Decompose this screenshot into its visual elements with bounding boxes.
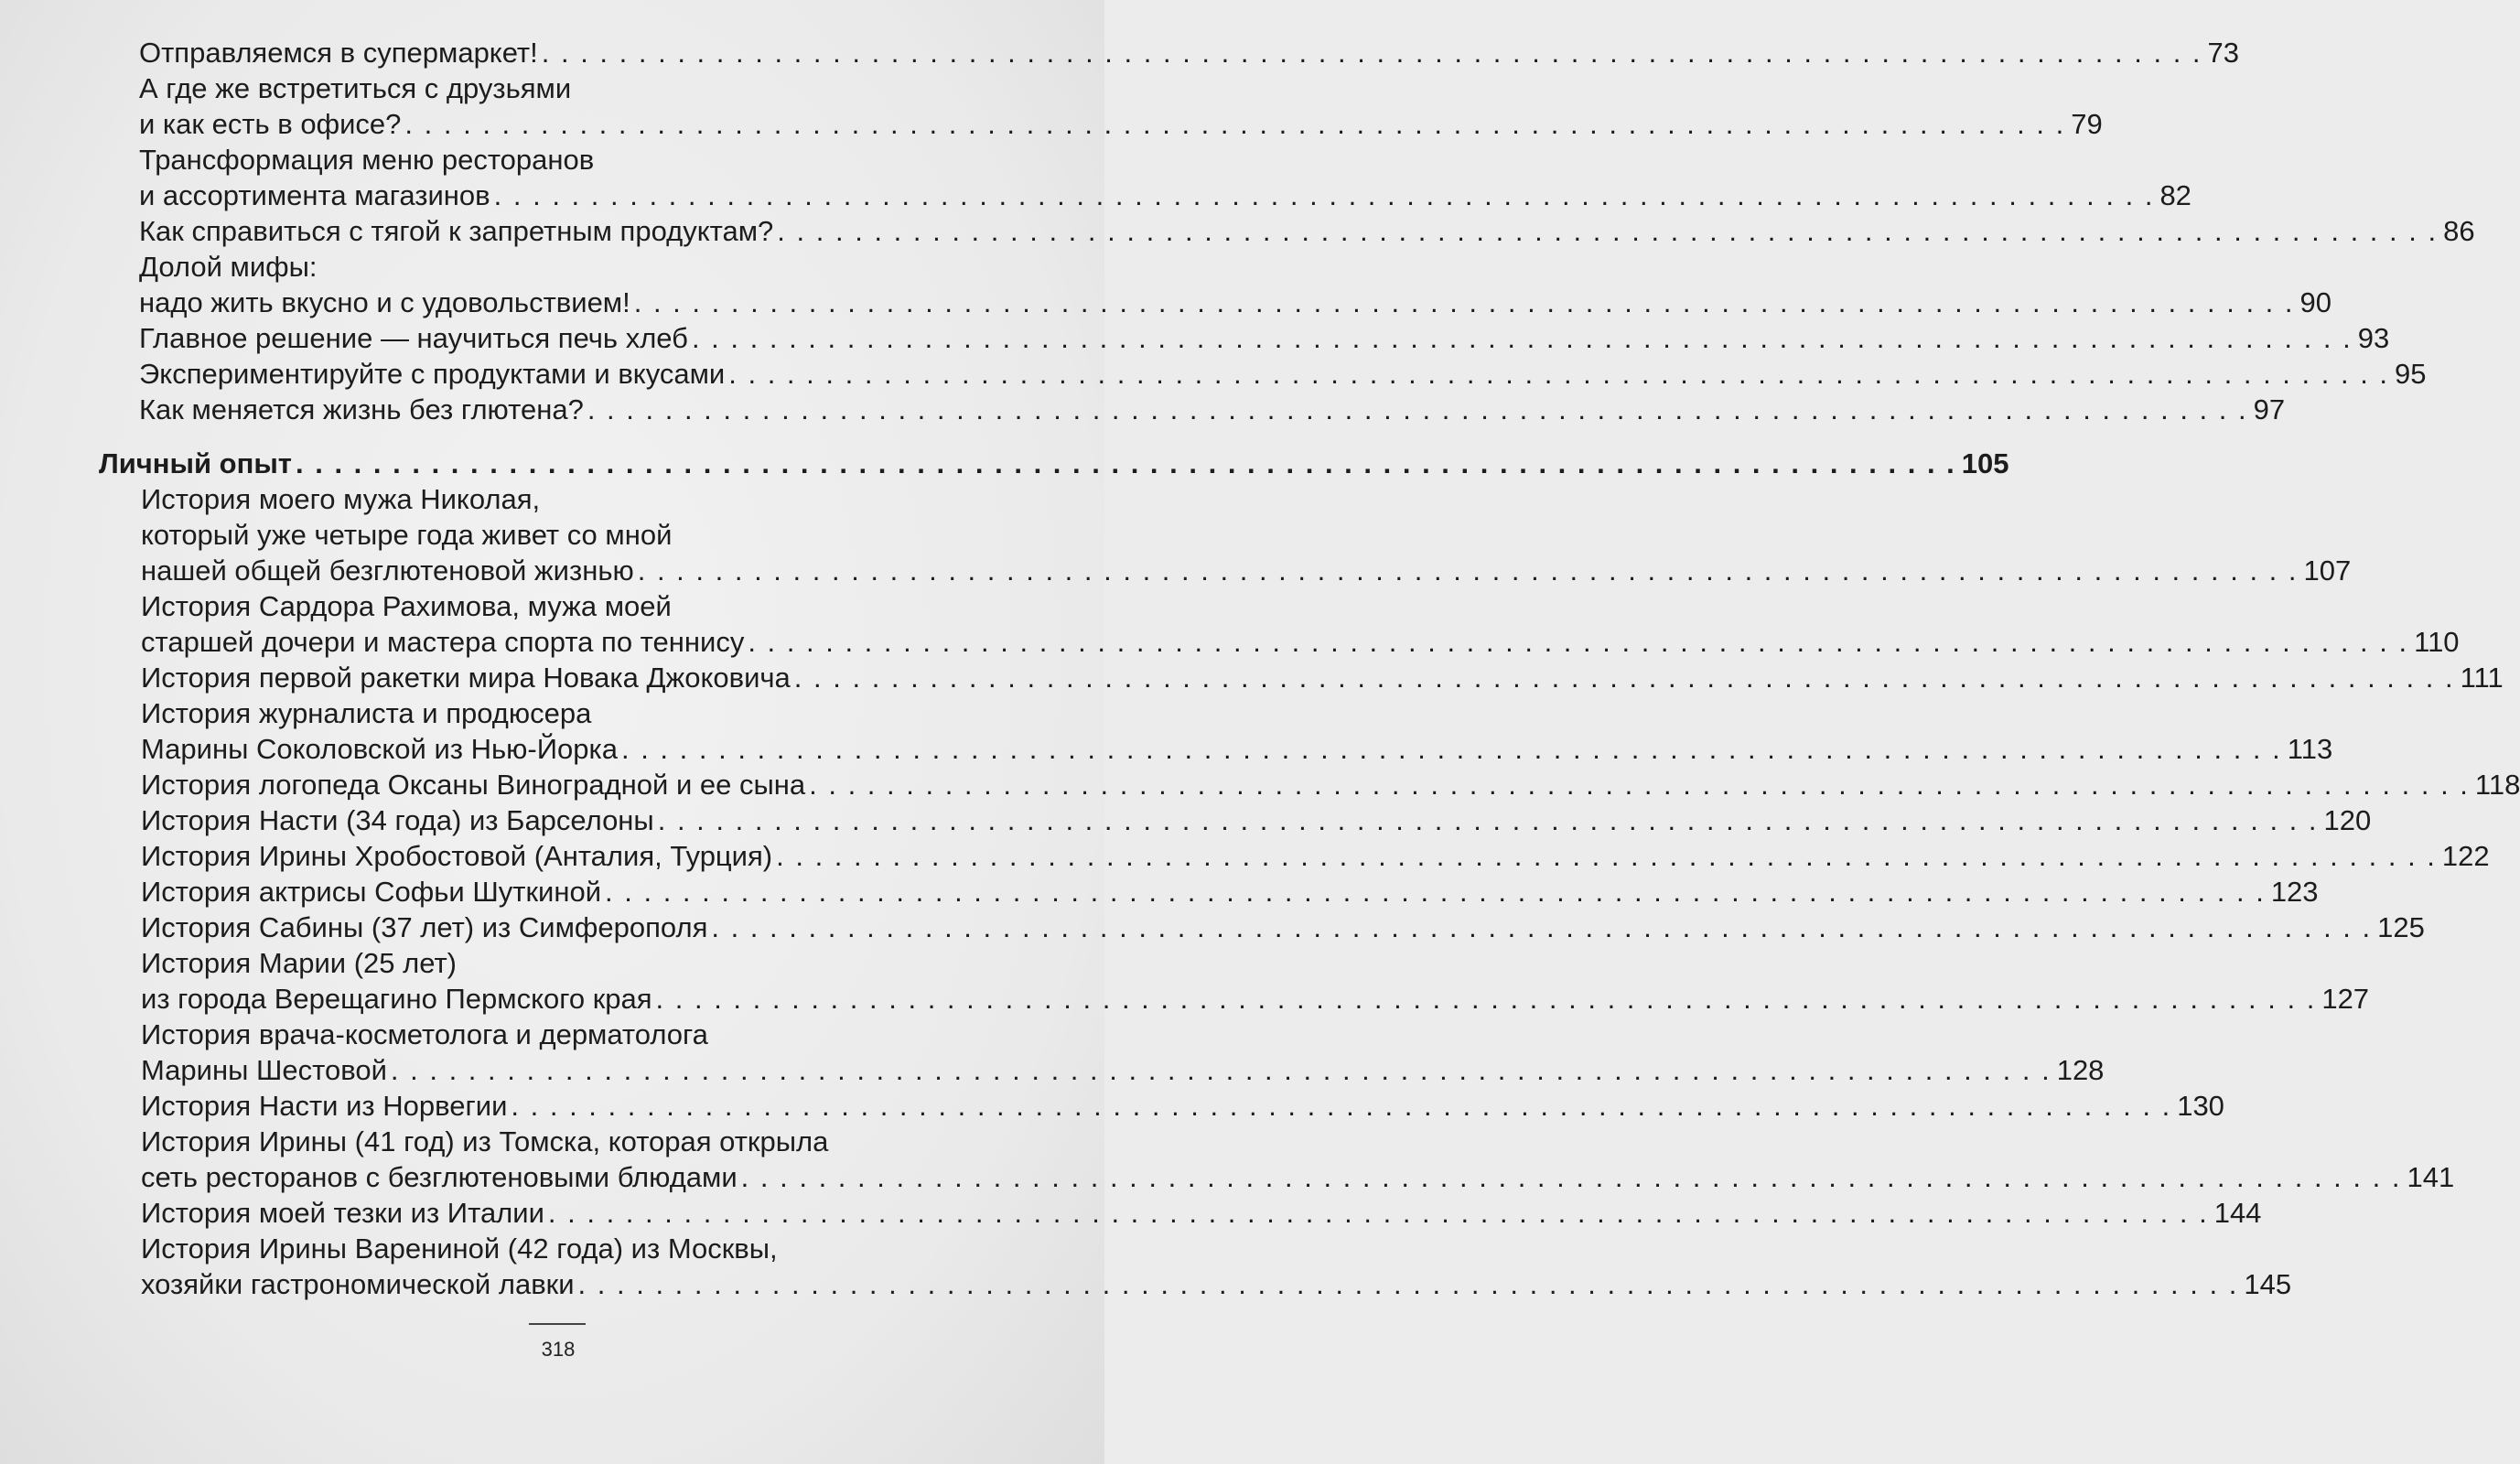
toc-entry [99,588,2460,660]
dot-leader: . . . . . . . . . . . . . . . . . . . . . . . . . . . . . . . . . . . . . . . . . . . . . . . . . . . . . . . . . . . . . . . . . . . . . . . . . . . . . . . . . . . . . . [637,554,2299,587]
toc-entry-title: История моей тезки из Италии [141,1197,544,1229]
toc-entry [99,35,2240,70]
toc-page-number: 118 [2474,769,2520,801]
toc-entry [99,213,2475,249]
toc-page-number: 141 [2407,1161,2455,1193]
toc-page-number: 122 [2441,840,2490,872]
dot-leader: . . . . . . . . . . . . . . . . . . . . . . . . . . . . . . . . . . . . . . . . . . . . . . . . . . . . . . . . . . . . . . . . . . . . . . . . . . . . . . . . . . . . . . [655,983,2317,1015]
dot-leader: . . . . . . . . . . . . . . . . . . . . . . . . . . . . . . . . . . . . . . . . . . . . . . . . . . . . . . . . . . . . . . . . . . . . . . . . . . . . . . . . . . . . . . [777,215,2439,247]
toc-entry-line [99,285,2332,320]
toc-entry-line [99,178,2192,213]
toc-entry-title: сеть ресторанов с безглютеновыми блюдами [141,1161,738,1193]
toc-section [99,446,2009,481]
toc-entry-line [99,1231,1014,1266]
toc-page-number: 105 [1961,447,2009,479]
toc-entry-line [99,1088,2224,1124]
toc-entry-line [99,106,2103,142]
toc-entry-line [99,249,1014,285]
toc-page-number: 130 [2177,1090,2224,1122]
toc-entry-title: старшей дочери и мастера спорта по теннису [141,626,745,658]
toc-page-number: 145 [2244,1268,2292,1300]
toc-entry-line [99,213,2475,249]
dot-leader: . . . . . . . . . . . . . . . . . . . . . . . . . . . . . . . . . . . . . . . . . . . . . . . . . . . . . . . . . . . . . . . . . . . . . . . . . . . . . . . . . . . . . . [620,733,2282,765]
toc-entry-title: История Ирины Варениной (42 года) из Москвы, [141,1233,778,1265]
toc-entry-line [99,660,2504,695]
toc-entry-line [99,767,2520,802]
toc-entry-title: который уже четыре года живет со мной [141,519,673,551]
toc-entry-title: А где же встретиться с друзьями [139,72,572,104]
toc-entry-line [99,945,1014,981]
toc-entry [99,392,2286,427]
toc-entry [99,1195,2262,1231]
toc-entry-title: История первой ракетки мира Новака Джоковича [141,662,791,694]
toc-entry-title: История Ирины Хробостовой (Анталия, Турция) [141,840,773,872]
dot-leader: . . . . . . . . . . . . . . . . . . . . . . . . . . . . . . . . . . . . . . . . . . . . . . . . . . . . . . . . . . . . . . . . . . . . . . . . . . . . . . . . . . . . . . [776,840,2437,872]
toc-entry-title: Главное решение — научиться печь хлеб [139,322,688,354]
toc-entry-title: Трансформация меню ресторанов [139,144,595,176]
dot-leader: . . . . . . . . . . . . . . . . . . . . . . . . . . . . . . . . . . . . . . . . . . . . . . . . . . . . . . . . . . . . . . . . . . . . . . . . . . . . . . . . . . . . . . [711,911,2373,943]
toc-entry-line [99,1159,2455,1195]
toc-entry-line [99,142,1014,178]
toc-entry-line [99,553,2352,588]
toc-entry-title: Как справиться с тягой к запретным продуктам? [139,215,774,247]
toc-entry-title: и ассортимента магазинов [139,179,490,211]
toc-entry-line [99,910,2425,945]
dot-leader: . . . . . . . . . . . . . . . . . . . . . . . . . . . . . . . . . . . . . . . . . . . . . . . . . . . . . . . . . . . . . . . . . . . . . . . . . . . . . . . . . . . . . . [541,37,2202,69]
toc-entry [99,481,2352,588]
toc-entry-line [99,481,1014,517]
toc-entry-title: История врача-косметолога и дерматолога [141,1018,708,1050]
toc-page-number: 123 [2270,876,2319,908]
dot-leader: . . . . . . . . . . . . . . . . . . . . . . . . . . . . . . . . . . . . . . . . . . . . . . . . . . . . . . . . . . . . . . . . . . . . . . . . . . . . . . . . . . . . . . [605,876,2266,908]
toc-entry-title: Долой мифы: [139,251,318,283]
toc-page-number: 82 [2159,179,2192,211]
toc-entry-title: Марины Шестовой [141,1054,387,1086]
toc-entry [99,142,2192,213]
toc-entry-line [99,517,1014,553]
toc-entry-line [99,1195,2262,1231]
toc-entry [99,1124,2455,1195]
dot-leader: . . . . . . . . . . . . . . . . . . . . . . . . . . . . . . . . . . . . . . . . . . . . . . . . . . . . . . . . . . . . . . . . . . . . . . . . . . . . . . . . . . . . . . [809,769,2470,801]
toc-entry [99,910,2425,945]
page-number: 318 [541,1338,576,1361]
toc-entry [99,249,2332,320]
toc-entry-line [99,1124,1014,1159]
toc-entry-line [99,838,2490,874]
dot-leader: . . . . . . . . . . . . . . . . . . . . . . . . . . . . . . . . . . . . . . . . . . . . . . . . . . . . . . . . . . . . . . . . . . . . . . . . . . . . . . . . . . . . . . [390,1054,2052,1086]
toc-entry-line [99,1266,2292,1302]
toc-entry-title: Марины Соколовской из Нью-Йорка [141,733,618,765]
toc-entry-title: Как меняется жизнь без глютена? [139,393,584,425]
table-of-contents [99,35,2520,1302]
toc-entry-title: История логопеда Оксаны Виноградной и ее сына [141,769,806,801]
dot-leader: . . . . . . . . . . . . . . . . . . . . . . . . . . . . . . . . . . . . . . . . . . . . . . . . . . . . . . . . . . . . . . . . . . . . . . . . . . . . . . . . . . . . . . [404,108,2066,140]
toc-entry-line [99,1017,1014,1052]
toc-entry-line [99,446,2009,481]
toc-entry-title: нашей общей безглютеновой жизнью [141,554,634,587]
toc-entry-title: История журналиста и продюсера [141,697,592,729]
toc-entry [99,660,2504,695]
toc-page-number: 127 [2321,983,2370,1015]
dot-leader: . . . . . . . . . . . . . . . . . . . . . . . . . . . . . . . . . . . . . . . . . . . . . . . . . . . . . . . . . . . . . . . . . . . . . . . . . . . . . . . . . . . . . . [511,1090,2172,1122]
toc-entry [99,70,2103,142]
dot-leader: . . . . . . . . . . . . . . . . . . . . . . . . . . . . . . . . . . . . . . . . . . . . . . . . . . . . . . . . . . . . . . . . . . . . . . . . . . . . . . . . . . . . . . [493,179,2155,211]
toc-entry-title: Экспериментируйте с продуктами и вкусами [139,358,726,390]
dot-leader: . . . . . . . . . . . . . . . . . . . . . . . . . . . . . . . . . . . . . . . . . . . . . . . . . . . . . . . . . . . . . . . . . . . . . . . . . . . . . . . . . . . . . . [657,804,2319,836]
dot-leader: . . . . . . . . . . . . . . . . . . . . . . . . . . . . . . . . . . . . . . . . . . . . . . . . . . . . . . . . . . . . . . . . . . . . . . . . . . . . . . . . . . . . . . [748,626,2409,658]
toc-entry [99,320,2390,356]
toc-entry-line [99,70,1014,106]
toc-entry-line [99,356,2427,392]
toc-page-number: 107 [2303,554,2352,587]
toc-page-number: 111 [2460,662,2504,694]
toc-entry-line [99,35,2240,70]
toc-entry-line [99,392,2286,427]
toc-entry-line [99,874,2319,910]
toc-entry-title: из города Верещагино Пермского края [141,983,652,1015]
toc-page-number: 90 [2299,286,2332,318]
toc-page-number: 97 [2253,393,2286,425]
toc-page-number: 128 [2056,1054,2105,1086]
toc-entry-title: Отправляемся в супермаркет! [139,37,538,69]
dot-leader: . . . . . . . . . . . . . . . . . . . . . . . . . . . . . . . . . . . . . . . . . . . . . . . . . . . . . . . . . . . . . . . . . . . . . . . . . . . . . . . . . . . . . . [577,1268,2239,1300]
toc-page-number: 93 [2357,322,2390,354]
dot-leader: . . . . . . . . . . . . . . . . . . . . . . . . . . . . . . . . . . . . . . . . . . . . . . . . . . . . . . . . . . . . . . . . . . . . . . . . . . . . . . . . . . . . . . [728,358,2390,390]
toc-page-number: 95 [2395,358,2427,390]
toc-page-number: 110 [2414,626,2460,658]
toc-entry-line [99,624,2460,660]
toc-entry-title: История Насти из Норвегии [141,1090,508,1122]
dot-leader: . . . . . . . . . . . . . . . . . . . . . . . . . . . . . . . . . . . . . . . . . . . . . . . . . . . . . . . . . . . . . . . . . . . . . . . . . . . . . . . . . . . . . . [740,1161,2402,1193]
toc-entry-line [99,588,1014,624]
toc-entry-title: История Сардора Рахимова, мужа моей [141,590,672,622]
toc-entry-line [99,320,2390,356]
page-number-rule [529,1323,586,1325]
toc-entry-line [99,731,2333,767]
toc-page-number: 113 [2287,733,2333,765]
toc-entry-title: История Насти (34 года) из Барселоны [141,804,654,836]
toc-entry-title: История Сабины (37 лет) из Симферополя [141,911,708,943]
toc-entry-line [99,695,1014,731]
toc-entry [99,356,2427,392]
toc-entry [99,695,2333,767]
dot-leader: . . . . . . . . . . . . . . . . . . . . . . . . . . . . . . . . . . . . . . . . . . . . . . . . . . . . . . . . . . . . . . . . . . . . . . . . . . . . . . . . . . . . . . [633,286,2295,318]
toc-entry-title: хозяйки гастрономической лавки [141,1268,575,1300]
toc-page-number: 125 [2377,911,2425,943]
toc-entry [99,1017,2105,1088]
toc-entry [99,838,2490,874]
dot-leader: . . . . . . . . . . . . . . . . . . . . . . . . . . . . . . . . . . . . . . . . . . . . . . . . . . . . . . . . . . . . . . . . . . . . . . . . . . . . . . . . . . . . . . [587,393,2248,425]
toc-entry-title: История моего мужа Николая, [141,483,541,515]
toc-page-number: 79 [2071,108,2103,140]
toc-entry [99,767,2520,802]
toc-page-number: 120 [2323,804,2372,836]
toc-entry [99,1088,2224,1124]
toc-entry-title: История Марии (25 лет) [141,947,457,979]
toc-page-number: 73 [2207,37,2240,69]
toc-entry-line [99,1052,2105,1088]
toc-page-number: 86 [2443,215,2475,247]
toc-entry-title: Личный опыт [99,447,292,479]
toc-entry [99,1231,2292,1302]
dot-leader: . . . . . . . . . . . . . . . . . . . . . . . . . . . . . . . . . . . . . . . . . . . . . . . . . . . . . . . . . . . . . . . . . . . . . . . . . . . . . . . . . . . . . . [296,447,1956,479]
toc-entry-line [99,802,2372,838]
toc-entry-title: История Ирины (41 год) из Томска, которая открыла [141,1125,829,1157]
toc-entry [99,945,2370,1017]
toc-page-number: 144 [2213,1197,2262,1229]
toc-entry-title: надо жить вкусно и с удовольствием! [139,286,630,318]
toc-entry-line [99,981,2370,1017]
dot-leader: . . . . . . . . . . . . . . . . . . . . . . . . . . . . . . . . . . . . . . . . . . . . . . . . . . . . . . . . . . . . . . . . . . . . . . . . . . . . . . . . . . . . . . [793,662,2455,694]
dot-leader: . . . . . . . . . . . . . . . . . . . . . . . . . . . . . . . . . . . . . . . . . . . . . . . . . . . . . . . . . . . . . . . . . . . . . . . . . . . . . . . . . . . . . . [547,1197,2209,1229]
toc-entry [99,802,2372,838]
toc-entry-title: и как есть в офисе? [139,108,402,140]
toc-entry [99,874,2319,910]
dot-leader: . . . . . . . . . . . . . . . . . . . . . . . . . . . . . . . . . . . . . . . . . . . . . . . . . . . . . . . . . . . . . . . . . . . . . . . . . . . . . . . . . . . . . . [691,322,2353,354]
toc-entry-title: История актрисы Софьи Шуткиной [141,876,602,908]
